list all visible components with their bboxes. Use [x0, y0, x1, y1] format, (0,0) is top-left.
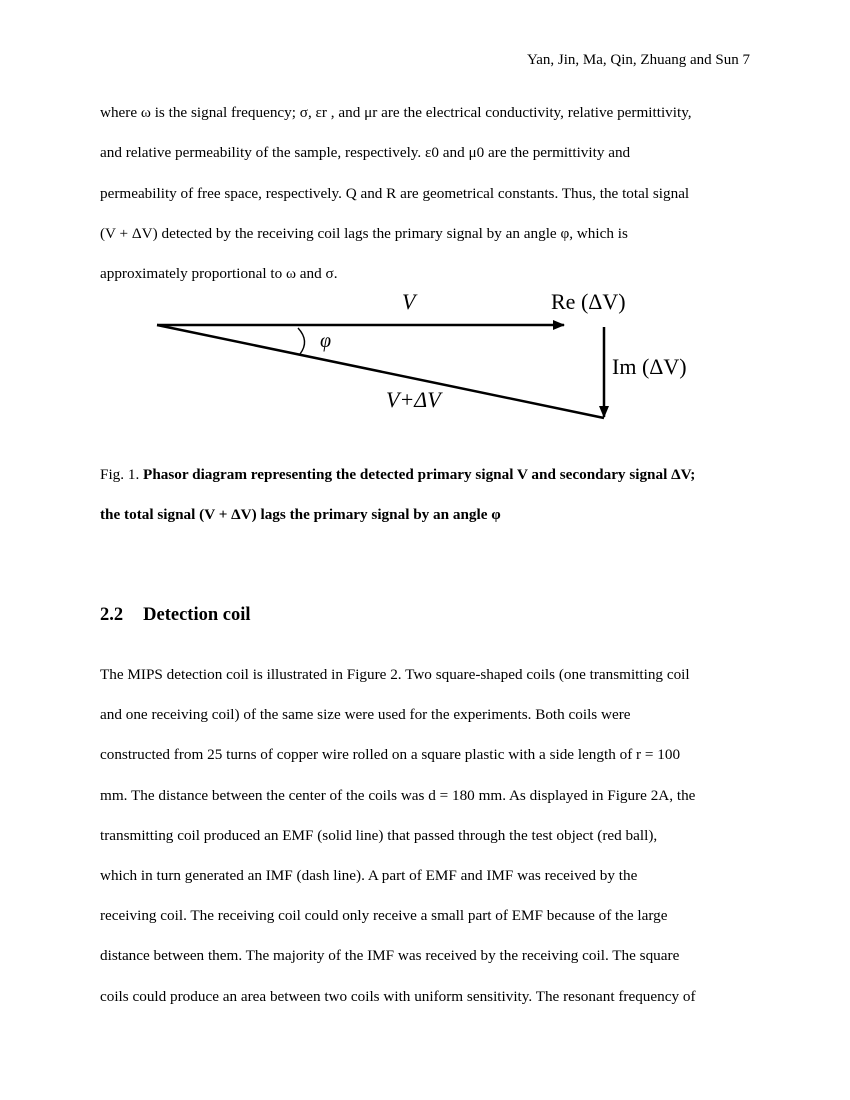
caption-text-1: Phasor diagram representing the detected primary signal V and secondary signal ΔV;: [143, 466, 696, 483]
caption-line-2: the total signal (V + ΔV) lags the primary signal by an angle φ: [100, 506, 501, 523]
para2-line-5: transmitting coil produced an EMF (solid line) that passed through the test object (red ball),: [100, 826, 658, 844]
paragraph-equation-explanation: [100, 93, 750, 294]
section-number: 2.2: [100, 605, 124, 625]
label-imaginary-delta: Im (ΔV): [612, 354, 687, 379]
label-primary-v: V: [402, 289, 416, 314]
para2-line-8: distance between them. The majority of the IMF was received by the receiving coil. The square: [100, 947, 680, 965]
para2-line-2: and one receiving coil) of the same size were used for the experiments. Both coils were: [100, 706, 631, 724]
section-title: Detection coil: [143, 605, 251, 625]
para1-line-3: permeability of free space, respectively. Q and R are geometrical constants. Thus, the total signal: [100, 184, 690, 202]
para2-line-7: receiving coil. The receiving coil could only receive a small part of EMF because of the large: [100, 907, 668, 925]
running-head: Yan, Jin, Ma, Qin, Zhuang and Sun 7: [526, 52, 750, 68]
para2-line-1: The MIPS detection coil is illustrated in Figure 2. Two square-shaped coils (one transmitting coil: [100, 666, 690, 683]
para2-line-4: mm. The distance between the center of the coils was d = 180 mm. As displayed in Figure 2A, the: [100, 786, 696, 804]
angle-arc: [298, 328, 305, 354]
label-real-delta: Re (ΔV): [551, 289, 626, 314]
para2-line-9: coils could produce an area between two coils with uniform sensitivity. The resonant frequency of: [100, 987, 696, 1005]
label-total-signal: V+ΔV: [386, 387, 441, 412]
total-signal-line: [157, 325, 604, 418]
section-heading: [100, 603, 251, 627]
phasor-diagram-figure: [140, 283, 720, 433]
para1-line-5: approximately proportional to ω and σ.: [100, 265, 338, 283]
para2-line-3: constructed from 25 turns of copper wire rolled on a square plastic with a side length of r = 100: [100, 746, 681, 764]
para1-line-2: and relative permeability of the sample, respectively. ε0 and μ0 are the permittivity and: [100, 144, 631, 162]
phasor-diagram: [140, 283, 720, 433]
caption-prefix: Fig. 1.: [100, 466, 140, 483]
label-phi: φ: [320, 330, 332, 352]
paragraph-detection-coil: [100, 655, 750, 1017]
caption-line-1: [100, 455, 750, 495]
para1-line-1: where ω is the signal frequency; σ, εr , and μr are the electrical conductivity, relative permittivity,: [100, 104, 692, 121]
para2-line-6: which in turn generated an IMF (dash line). A part of EMF and IMF was received by the: [100, 867, 638, 885]
figure-caption: [100, 455, 750, 535]
para1-line-4: (V + ΔV) detected by the receiving coil lags the primary signal by an angle φ, which is: [100, 224, 628, 242]
